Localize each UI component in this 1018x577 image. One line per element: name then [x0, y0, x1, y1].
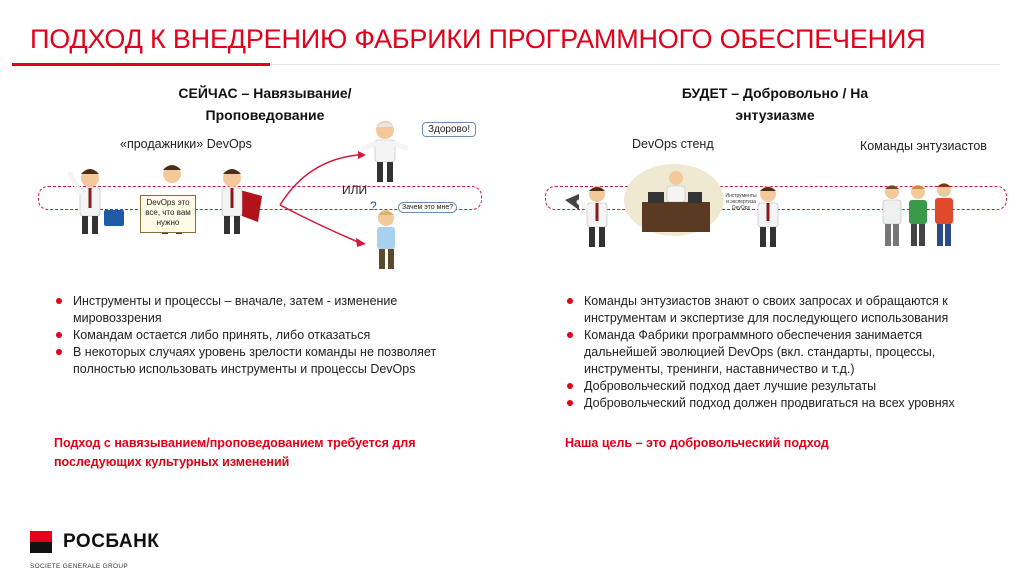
left-heading-line2: Проповедование [205, 107, 325, 123]
rosbank-logo-mark-bottom [30, 542, 52, 553]
happy-person [360, 118, 410, 188]
team-member-2 [909, 185, 927, 246]
tools-expertise-note: Инструменты и экспертиза DevOps [725, 193, 757, 211]
enthusiast-teams-label: Команды энтузиастов [860, 139, 987, 153]
or-label: ИЛИ [342, 183, 368, 197]
right-heading-line1: БУДЕТ – Добровольно / На [681, 85, 869, 101]
hello-speech-bubble: Здорово! [422, 122, 476, 137]
right-bullet-list [565, 293, 995, 412]
left-bullet-1: Инструменты и процессы – вначале, затем - изменение мировоззрения [54, 293, 464, 327]
enthusiast-team-illustration [878, 178, 968, 252]
rosbank-group-label: SOCIETE GENERALE GROUP [30, 563, 128, 570]
left-bullet-list [54, 293, 464, 378]
megaphone-person [565, 180, 625, 252]
team-member-1 [883, 185, 901, 246]
seller-person-1 [70, 169, 124, 234]
title-underline [12, 63, 270, 66]
why-speech-bubble: Зачем это мне? [398, 202, 457, 213]
right-heading-line2: энтузиазме [735, 107, 815, 123]
seller-person-3 [222, 169, 262, 234]
right-bullet-3: Добровольческий подход дает лучшие результаты [565, 378, 995, 395]
left-conclusion: Подход с навязыванием/проповедованием требуется для последующих культурных изменений [54, 436, 416, 469]
devops-sign: DevOps это все, что вам нужно [140, 195, 196, 233]
left-bullet-3: В некоторых случаях уровень зрелости команды не позволяет полностью использовать инструменты и процессы DevOps [54, 344, 464, 378]
right-bullet-1: Команды энтузиастов знают о своих запросах и обращаются к инструментам и экспертизе для последующего использования [565, 293, 995, 327]
left-heading-line1: СЕЙЧАС – Навязывание/ [178, 85, 352, 101]
title-divider [270, 64, 1000, 65]
team-member-3 [935, 183, 953, 246]
right-bullet-2: Команда Фабрики программного обеспечения занимается дальнейшей эволюцией DevOps (вкл. стандарты, процессы, инструменты, тренинги, наставничество и т.д.) [565, 327, 995, 378]
devops-stand-illustration [622, 158, 727, 240]
slide-title: ПОДХОД К ВНЕДРЕНИЮ ФАБРИКИ ПРОГРАММНОГО ОБЕСПЕЧЕНИЯ [30, 24, 926, 54]
sellers-label: «продажники» DevOps [120, 137, 252, 151]
expert-person [748, 180, 788, 252]
left-bullet-2: Командам остается либо принять, либо отказаться [54, 327, 464, 344]
left-heading [150, 82, 380, 126]
right-heading [640, 82, 910, 126]
devops-stand-label: DevOps стенд [632, 137, 714, 151]
right-conclusion: Наша цель – это добровольческий подход [565, 436, 829, 450]
choice-arrows [278, 150, 368, 250]
right-bullet-4: Добровольческий подход должен продвигаться на всех уровнях [565, 395, 995, 412]
rosbank-logo-name: РОСБАНК [63, 531, 160, 552]
svg-text:?: ? [370, 199, 377, 213]
